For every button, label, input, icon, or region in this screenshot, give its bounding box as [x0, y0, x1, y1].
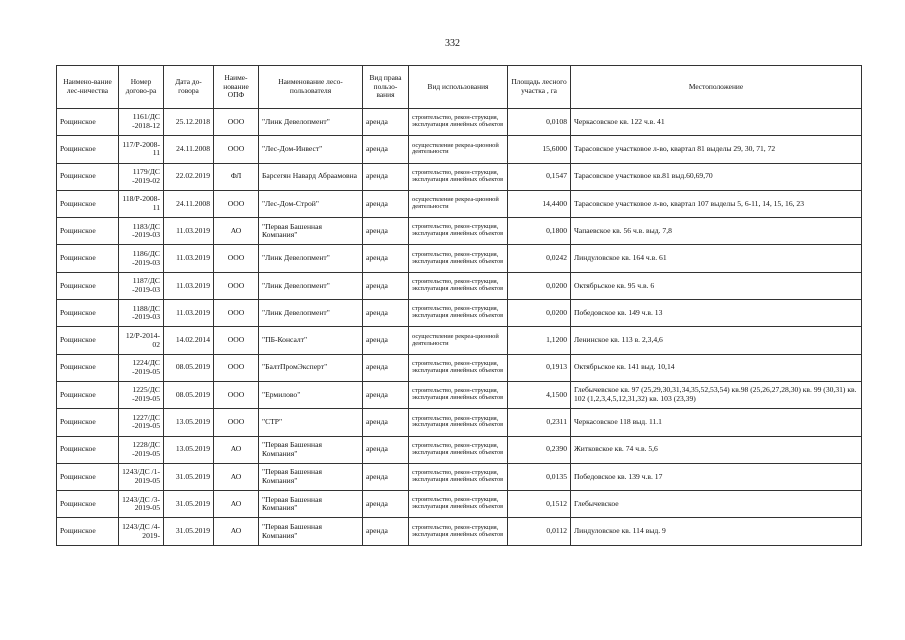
- cell-forestry: Рощинское: [57, 518, 119, 545]
- cell-use-type: строительство, рекон-струкция, эксплуатация линейных объектов: [409, 163, 508, 190]
- cell-plot-area: 0,0200: [508, 272, 571, 299]
- header-forestry: Наимено-вание лес-ничества: [57, 66, 119, 109]
- cell-forestry: Рощинское: [57, 190, 119, 217]
- cell-use-type: осуществление рекреа-ционной деятельности: [409, 136, 508, 163]
- cell-legal-form: ООО: [214, 109, 259, 136]
- cell-location: Октябрьское кв. 141 выд. 10,14: [571, 354, 862, 381]
- cell-contract-date: 11.03.2019: [164, 300, 214, 327]
- cell-forest-user: "БалтПромЭксперт": [259, 354, 363, 381]
- table-row: [57, 381, 862, 408]
- cell-use-type: строительство, рекон-струкция, эксплуатация линейных объектов: [409, 463, 508, 490]
- cell-right-type: аренда: [363, 381, 409, 408]
- table-row: [57, 109, 862, 136]
- cell-legal-form: АО: [214, 518, 259, 545]
- cell-legal-form: ООО: [214, 300, 259, 327]
- header-plot-area: Площадь лесного участка , га: [508, 66, 571, 109]
- cell-location: Черкасовское 118 выд. 11.1: [571, 409, 862, 436]
- cell-right-type: аренда: [363, 272, 409, 299]
- cell-location: Тарасовское участковое кв.81 выд.60,69,70: [571, 163, 862, 190]
- cell-use-type: строительство, рекон-струкция, эксплуатация линейных объектов: [409, 436, 508, 463]
- cell-plot-area: 0,0108: [508, 109, 571, 136]
- cell-legal-form: ООО: [214, 327, 259, 354]
- table-row: [57, 327, 862, 354]
- cell-location: Победовское кв. 149 ч.в. 13: [571, 300, 862, 327]
- cell-legal-form: АО: [214, 218, 259, 245]
- cell-forestry: Рощинское: [57, 436, 119, 463]
- cell-location: Житковское кв. 74 ч.в. 5,6: [571, 436, 862, 463]
- cell-right-type: аренда: [363, 109, 409, 136]
- cell-contract-number: 1224/ДС -2019-05: [119, 354, 164, 381]
- cell-location: Октябрьское кв. 95 ч.в. 6: [571, 272, 862, 299]
- cell-plot-area: 0,1512: [508, 491, 571, 518]
- cell-contract-number: 1187/ДС -2019-03: [119, 272, 164, 299]
- cell-forestry: Рощинское: [57, 354, 119, 381]
- cell-forestry: Рощинское: [57, 409, 119, 436]
- cell-right-type: аренда: [363, 491, 409, 518]
- cell-contract-number: 1243/ДС /3-2019-05: [119, 491, 164, 518]
- cell-legal-form: ООО: [214, 381, 259, 408]
- cell-right-type: аренда: [363, 518, 409, 545]
- cell-contract-date: 13.05.2019: [164, 409, 214, 436]
- cell-legal-form: ООО: [214, 136, 259, 163]
- cell-location: Глебычевское кв. 97 (25,29,30,31,34,35,52,53,54) кв.98 (25,26,27,28,30) кв. 99 (30,31) кв. 102 (1,2,3,4,5,12,31,32) кв. 103 (23,39): [571, 381, 862, 408]
- cell-legal-form: ООО: [214, 245, 259, 272]
- cell-contract-date: 14.02.2014: [164, 327, 214, 354]
- cell-location: Тарасовское участковое л-во, квартал 81 выделы 29, 30, 71, 72: [571, 136, 862, 163]
- header-contract-date: Дата до-говора: [164, 66, 214, 109]
- cell-use-type: строительство, рекон-струкция, эксплуатация линейных объектов: [409, 245, 508, 272]
- cell-forestry: Рощинское: [57, 491, 119, 518]
- table-row: [57, 190, 862, 217]
- cell-plot-area: 0,2311: [508, 409, 571, 436]
- cell-right-type: аренда: [363, 190, 409, 217]
- table-row: [57, 354, 862, 381]
- cell-use-type: строительство, рекон-струкция, эксплуатация линейных объектов: [409, 354, 508, 381]
- cell-plot-area: 4,1500: [508, 381, 571, 408]
- cell-use-type: строительство, рекон-струкция, эксплуатация линейных объектов: [409, 491, 508, 518]
- header-contract-number: Номер догово-ра: [119, 66, 164, 109]
- cell-contract-number: 12/Р-2014-02: [119, 327, 164, 354]
- cell-contract-date: 08.05.2019: [164, 354, 214, 381]
- cell-use-type: строительство, рекон-струкция, эксплуатация линейных объектов: [409, 109, 508, 136]
- cell-right-type: аренда: [363, 409, 409, 436]
- header-forest-user: Наименование лесо-пользователя: [259, 66, 363, 109]
- cell-contract-number: 117/Р-2008-11: [119, 136, 164, 163]
- cell-location: Черкасовское кв. 122 ч.в. 41: [571, 109, 862, 136]
- cell-forestry: Рощинское: [57, 463, 119, 490]
- cell-forestry: Рощинское: [57, 245, 119, 272]
- cell-forest-user: "Первая Башенная Компания": [259, 491, 363, 518]
- table-row: [57, 518, 862, 545]
- cell-plot-area: 1,1200: [508, 327, 571, 354]
- cell-contract-date: 24.11.2008: [164, 190, 214, 217]
- cell-right-type: аренда: [363, 245, 409, 272]
- cell-forest-user: "ПБ-Консалт": [259, 327, 363, 354]
- cell-forest-user: Барсегян Навард Абраамовна: [259, 163, 363, 190]
- cell-forest-user: "Линк Девелопмент": [259, 272, 363, 299]
- cell-location: Линдуловское кв. 164 ч.в. 61: [571, 245, 862, 272]
- cell-right-type: аренда: [363, 436, 409, 463]
- table-row: [57, 436, 862, 463]
- table-header: [57, 66, 862, 109]
- table-row: [57, 463, 862, 490]
- cell-contract-date: 31.05.2019: [164, 518, 214, 545]
- cell-legal-form: ФЛ: [214, 163, 259, 190]
- cell-legal-form: АО: [214, 463, 259, 490]
- cell-forest-user: "Первая Башенная Компания": [259, 436, 363, 463]
- table-row: [57, 218, 862, 245]
- cell-forestry: Рощинское: [57, 327, 119, 354]
- cell-contract-date: 11.03.2019: [164, 245, 214, 272]
- cell-location: Победовское кв. 139 ч.в. 17: [571, 463, 862, 490]
- table-row: [57, 272, 862, 299]
- cell-plot-area: 0,1547: [508, 163, 571, 190]
- cell-plot-area: 0,1913: [508, 354, 571, 381]
- cell-forest-user: "СТР": [259, 409, 363, 436]
- cell-forest-user: "Первая Башенная Компания": [259, 518, 363, 545]
- table-row: [57, 409, 862, 436]
- cell-forest-user: "Линк Девелопмент": [259, 300, 363, 327]
- cell-use-type: осуществление рекреа-ционной деятельности: [409, 327, 508, 354]
- cell-contract-number: 1186/ДС -2019-03: [119, 245, 164, 272]
- cell-contract-number: 1225/ДС -2019-05: [119, 381, 164, 408]
- cell-forestry: Рощинское: [57, 300, 119, 327]
- cell-location: Ленинское кв. 113 в. 2,3,4,6: [571, 327, 862, 354]
- cell-contract-date: 08.05.2019: [164, 381, 214, 408]
- table-row: [57, 136, 862, 163]
- cell-contract-date: 11.03.2019: [164, 272, 214, 299]
- table-row: [57, 491, 862, 518]
- cell-location: Тарасовское участковое л-во, квартал 107 выделы 5, 6-11, 14, 15, 16, 23: [571, 190, 862, 217]
- header-right-type: Вид права пользо-вания: [363, 66, 409, 109]
- cell-right-type: аренда: [363, 136, 409, 163]
- cell-contract-date: 31.05.2019: [164, 463, 214, 490]
- cell-right-type: аренда: [363, 163, 409, 190]
- cell-contract-number: 1161/ДС -2018-12: [119, 109, 164, 136]
- cell-use-type: строительство, рекон-струкция, эксплуатация линейных объектов: [409, 409, 508, 436]
- cell-contract-number: 118/Р-2008-11: [119, 190, 164, 217]
- cell-plot-area: 0,0242: [508, 245, 571, 272]
- cell-use-type: осуществление рекреа-ционной деятельности: [409, 190, 508, 217]
- cell-contract-number: 1227/ДС -2019-05: [119, 409, 164, 436]
- cell-contract-number: 1243/ДС /4-2019-: [119, 518, 164, 545]
- cell-contract-date: 13.05.2019: [164, 436, 214, 463]
- cell-forest-user: "Линк Девелопмент": [259, 109, 363, 136]
- header-legal-form: Наиме-нование ОПФ: [214, 66, 259, 109]
- cell-legal-form: ООО: [214, 409, 259, 436]
- cell-location: Чапаевское кв. 56 ч.в. выд. 7,8: [571, 218, 862, 245]
- cell-legal-form: ООО: [214, 272, 259, 299]
- cell-use-type: строительство, рекон-струкция, эксплуатация линейных объектов: [409, 272, 508, 299]
- cell-contract-date: 25.12.2018: [164, 109, 214, 136]
- cell-contract-date: 31.05.2019: [164, 491, 214, 518]
- cell-use-type: строительство, рекон-струкция, эксплуатация линейных объектов: [409, 300, 508, 327]
- cell-legal-form: ООО: [214, 354, 259, 381]
- page-number: 332: [445, 38, 460, 49]
- cell-contract-number: 1188/ДС -2019-03: [119, 300, 164, 327]
- cell-contract-number: 1228/ДС -2019-05: [119, 436, 164, 463]
- cell-forest-user: "Линк Девелопмент": [259, 245, 363, 272]
- cell-plot-area: 0,1800: [508, 218, 571, 245]
- cell-contract-number: 1243/ДС /1-2019-05: [119, 463, 164, 490]
- cell-contract-date: 22.02.2019: [164, 163, 214, 190]
- cell-forest-user: "Лес-Дом-Строй": [259, 190, 363, 217]
- cell-right-type: аренда: [363, 354, 409, 381]
- cell-forestry: Рощинское: [57, 136, 119, 163]
- cell-forestry: Рощинское: [57, 381, 119, 408]
- cell-right-type: аренда: [363, 300, 409, 327]
- cell-use-type: строительство, рекон-струкция, эксплуатация линейных объектов: [409, 381, 508, 408]
- cell-forestry: Рощинское: [57, 218, 119, 245]
- cell-forestry: Рощинское: [57, 109, 119, 136]
- cell-right-type: аренда: [363, 463, 409, 490]
- cell-contract-date: 11.03.2019: [164, 218, 214, 245]
- cell-plot-area: 15,6000: [508, 136, 571, 163]
- cell-forest-user: "Ермилово": [259, 381, 363, 408]
- cell-legal-form: АО: [214, 491, 259, 518]
- table-row: [57, 163, 862, 190]
- cell-forestry: Рощинское: [57, 272, 119, 299]
- lease-registry-table: [56, 65, 862, 546]
- cell-forest-user: "Первая Башенная Компания": [259, 218, 363, 245]
- cell-right-type: аренда: [363, 327, 409, 354]
- cell-legal-form: АО: [214, 436, 259, 463]
- cell-forest-user: "Лес-Дом-Инвест": [259, 136, 363, 163]
- cell-plot-area: 0,2390: [508, 436, 571, 463]
- cell-plot-area: 0,0200: [508, 300, 571, 327]
- table-row: [57, 245, 862, 272]
- header-use-type: Вид использования: [409, 66, 508, 109]
- table-body: [57, 109, 862, 546]
- header-row: [57, 66, 862, 109]
- cell-forestry: Рощинское: [57, 163, 119, 190]
- cell-location: Линдуловское кв. 114 выд. 9: [571, 518, 862, 545]
- cell-plot-area: 0,0112: [508, 518, 571, 545]
- cell-plot-area: 0,0135: [508, 463, 571, 490]
- cell-plot-area: 14,4400: [508, 190, 571, 217]
- header-location: Местоположение: [571, 66, 862, 109]
- cell-forest-user: "Первая Башенная Компания": [259, 463, 363, 490]
- cell-location: Глебычевское: [571, 491, 862, 518]
- cell-use-type: строительство, рекон-струкция, эксплуатация линейных объектов: [409, 518, 508, 545]
- cell-right-type: аренда: [363, 218, 409, 245]
- cell-contract-number: 1183/ДС -2019-03: [119, 218, 164, 245]
- cell-use-type: строительство, рекон-струкция, эксплуатация линейных объектов: [409, 218, 508, 245]
- cell-contract-date: 24.11.2008: [164, 136, 214, 163]
- cell-legal-form: ООО: [214, 190, 259, 217]
- table-row: [57, 300, 862, 327]
- cell-contract-number: 1179/ДС -2019-02: [119, 163, 164, 190]
